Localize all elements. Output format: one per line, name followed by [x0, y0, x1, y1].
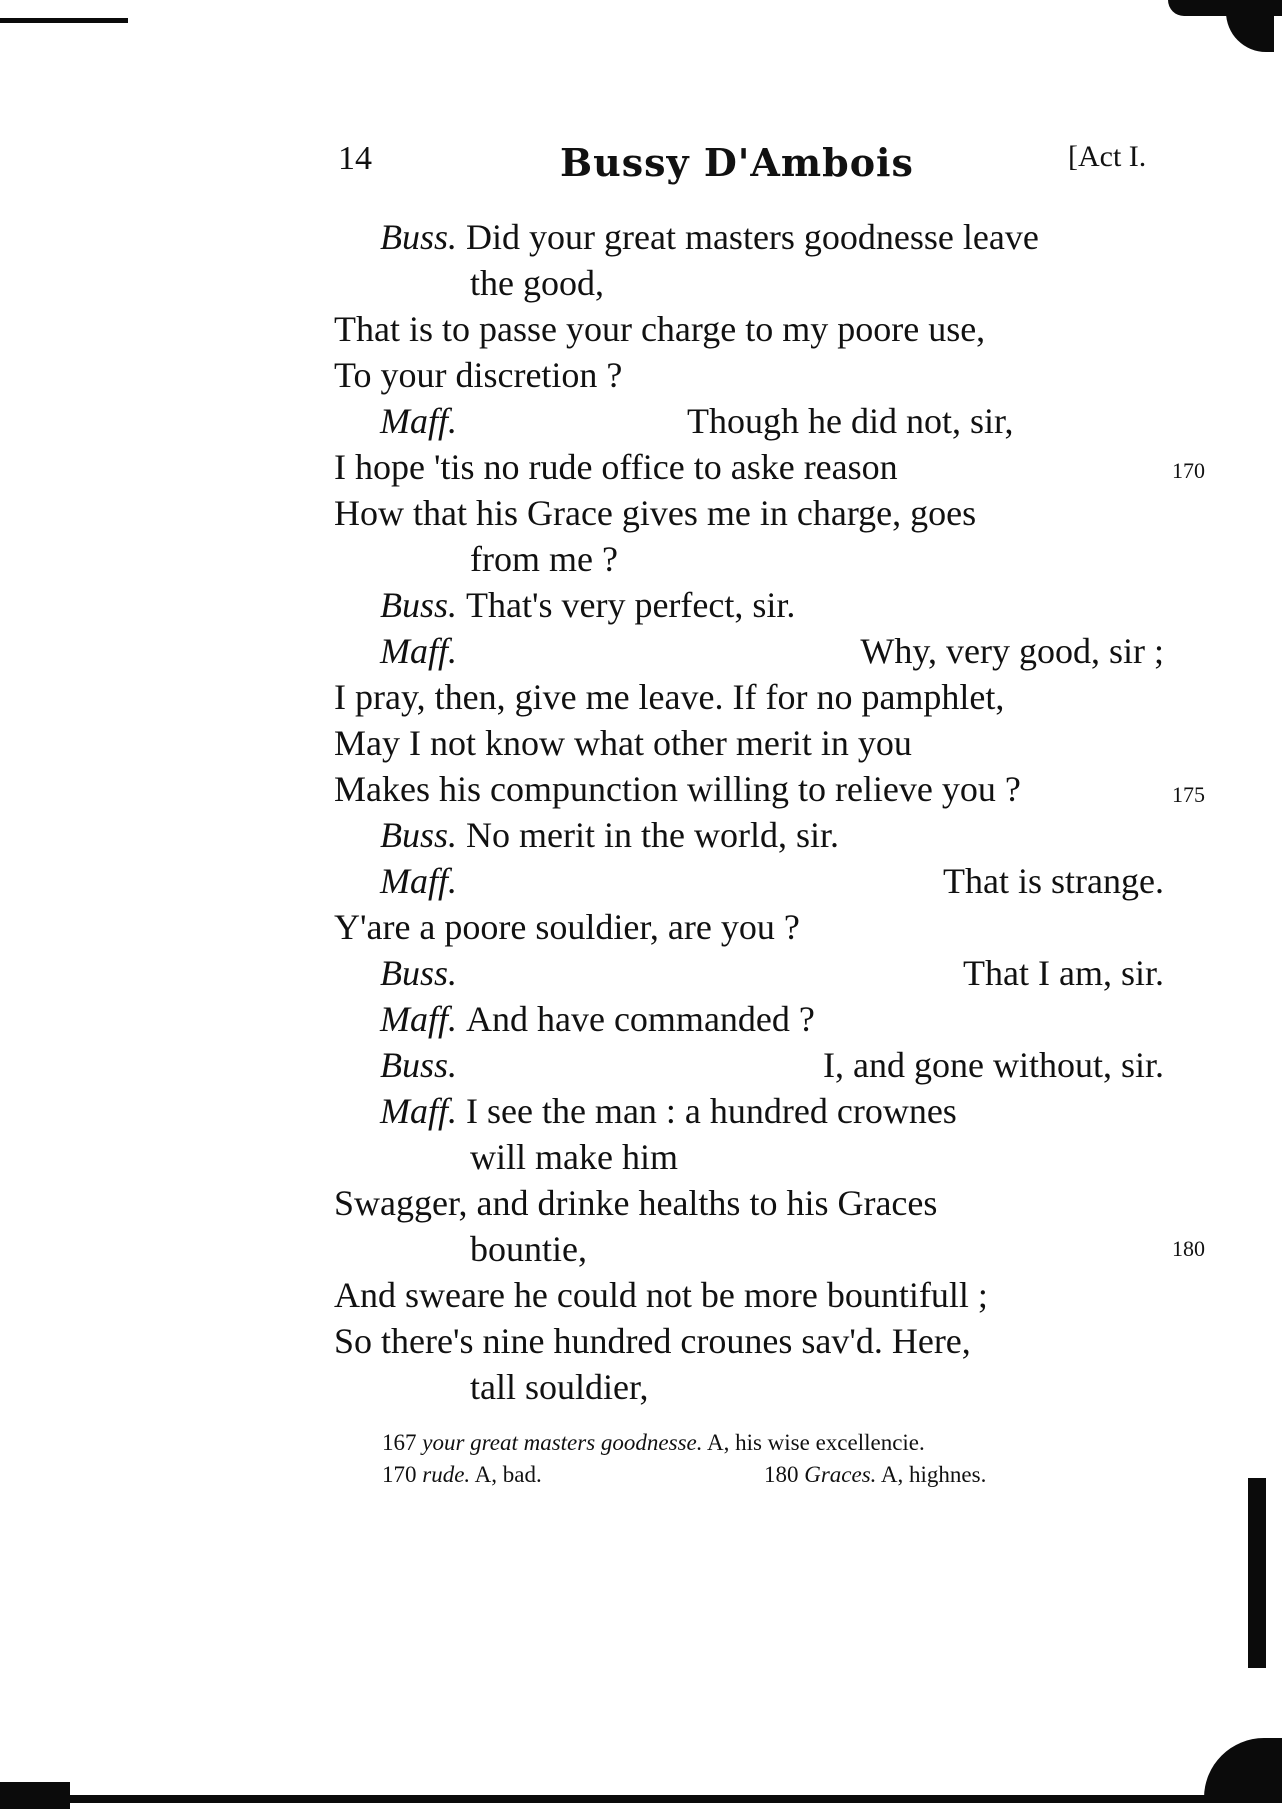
verse-line: the good, [470, 263, 604, 303]
speaker: Maff. [380, 631, 457, 671]
speaker: Buss. [380, 1045, 458, 1085]
line-number: 170 [1172, 458, 1205, 483]
scan-edge-top-left [0, 18, 128, 23]
footnote: 180 Graces. A, highnes. [764, 1462, 987, 1487]
speaker: Buss. [380, 217, 458, 257]
verse-line: Swagger, and drinke healths to his Graces [334, 1183, 938, 1223]
verse-line: That is to passe your charge to my poore use, [334, 309, 986, 349]
speaker: Maff. [380, 401, 457, 441]
running-title: Bussy D'Ambois [560, 140, 914, 185]
verse-line: bountie, [470, 1229, 587, 1269]
speaker: Maff. [380, 999, 457, 1039]
verse-line: will make him [470, 1137, 678, 1177]
verse-line: Y'are a poore souldier, are you ? [334, 907, 800, 947]
verse-line: Maff. Why, very good, sir ; [380, 628, 1164, 674]
scan-edge-bottom [70, 1795, 1282, 1803]
scan-corner-bottom-right [1204, 1738, 1282, 1798]
verse-line: How that his Grace gives me in charge, goes [334, 493, 977, 533]
scan-corner-top-right-mark [1226, 10, 1274, 52]
verse-line: Buss. That I am, sir. [380, 950, 1164, 996]
verse-line: from me ? [470, 539, 618, 579]
verse-line: Makes his compunction willing to relieve you ? [334, 769, 1021, 809]
verse-line: tall souldier, [470, 1367, 649, 1407]
speaker: Buss. [380, 953, 458, 993]
act-marker: [Act I. [1068, 140, 1147, 173]
verse-line: I hope 'tis no rude office to aske reason [334, 447, 898, 487]
verse-line: And sweare he could not be more bountifull ; [334, 1275, 988, 1315]
verse-line: Buss. I, and gone without, sir. [380, 1042, 1164, 1088]
verse-line: Maff. That is strange. [380, 858, 1164, 904]
verse-line: Buss. Did your great masters goodnesse leave [380, 214, 1164, 260]
scan-corner-bottom-left [0, 1782, 70, 1809]
verse-line: I pray, then, give me leave. If for no pamphlet, [334, 677, 1005, 717]
page-number: 14 [338, 140, 372, 177]
verse-line: Maff. I see the man : a hundred crownes [380, 1088, 1164, 1134]
scan-edge-right [1248, 1478, 1266, 1668]
verse-line: So there's nine hundred crounes sav'd. Here, [334, 1321, 971, 1361]
verse-line: Maff. Though he did not, sir, [380, 398, 1164, 444]
verse-line: Maff. And have commanded ? [380, 996, 1164, 1042]
verse-line: To your discretion ? [334, 355, 623, 395]
verse-line: May I not know what other merit in you [334, 723, 912, 763]
line-number: 175 [1172, 782, 1205, 807]
speaker: Maff. [380, 861, 457, 901]
footnote: 170 rude. A, bad. [382, 1462, 542, 1487]
speaker: Buss. [380, 815, 458, 855]
speaker: Buss. [380, 585, 458, 625]
verse-line: Buss. That's very perfect, sir. [380, 582, 1164, 628]
line-number: 180 [1172, 1236, 1205, 1261]
verse-line: Buss. No merit in the world, sir. [380, 812, 1164, 858]
speaker: Maff. [380, 1091, 457, 1131]
footnote: 167 your great masters goodnesse. A, his wise excellencie. [382, 1430, 925, 1455]
